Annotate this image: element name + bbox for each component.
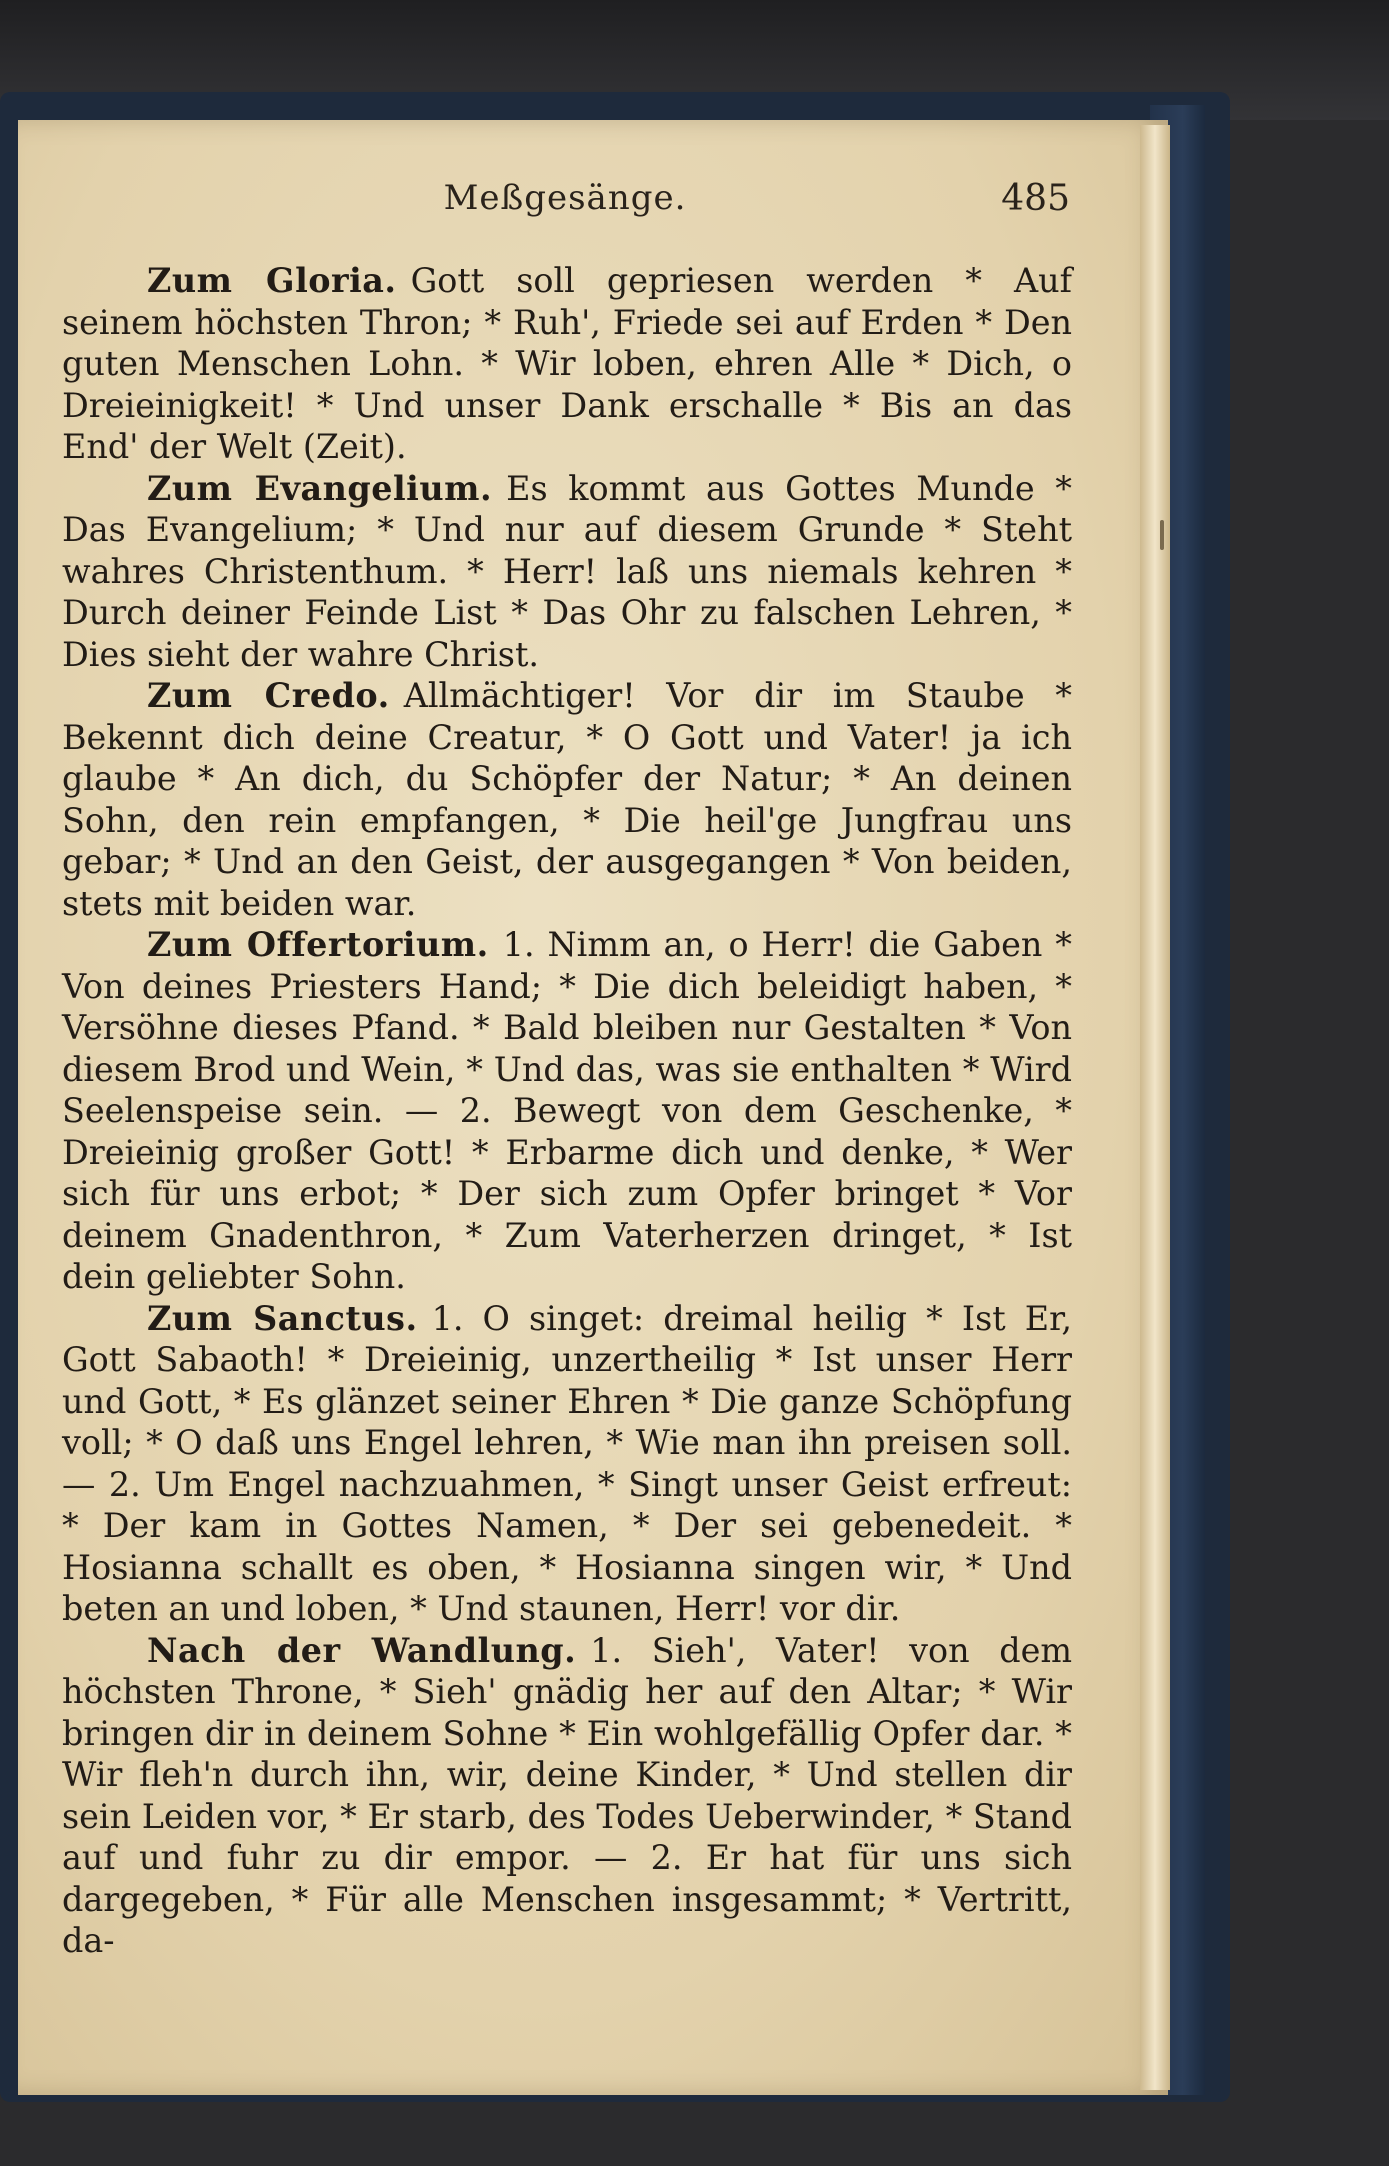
section-text: Es kommt aus Gottes Munde * Das Evangelium; * Und nur auf diesem Grunde * Steht wahres Christenthum. * Herr! laß uns niemals kehren * Durch deiner Feinde List * Das Ohr zu falschen Lehren, * Dies sieht der wahre Christ. [62, 468, 1072, 674]
section-text: 1. Nimm an, o Herr! die Gaben * Von deines Priesters Hand; * Die dich beleidigt haben, * Versöhne dieses Pfand. * Bald bleiben nur Gestalten * Von diesem Brod und Wein, * Und das, was sie enthalten * Wird Seelenspeise sein. — 2. Bewegt von dem Geschenke, * Dreieinig großer Gott! * Erbarme dich und denke, * Wer sich für uns erbot; * Der sich zum Opfer bringet * Vor deinem Gnadenthron, * Zum Vaterherzen dringet, * Ist dein geliebter Sohn. [62, 925, 1072, 1296]
section-heading: Zum Evangelium. [147, 468, 493, 508]
page-number: 485 [1001, 178, 1070, 219]
section-offertorium [62, 924, 1072, 1298]
page-body [62, 260, 1072, 1962]
page-edge [1140, 125, 1170, 2090]
running-head: Meßgesänge. [443, 178, 687, 218]
section-text: 1. Sieh', Vater! von dem höchsten Throne, * Sieh' gnädig her auf den Altar; * Wir bringen dir in deinem Sohne * Ein wohlgefällig Opfer dar. * Wir fleh'n durch ihn, wir, deine Kinder, * Und stellen dir sein Leiden vor, * Er starb, des Todes Ueberwinder, * Stand auf und fuhr zu dir empor. — 2. Er hat für uns sich dargegeben, * Für alle Menschen insgesammt; * Vertritt, da- [62, 1630, 1073, 1960]
section-text: Gott soll gepriesen werden * Auf seinem höchsten Thron; * Ruh', Friede sei auf Erden * Den guten Menschen Lohn. * Wir loben, ehren Alle * Dich, o Dreieinigkeit! * Und unser Dank erschalle * Bis an das End' der Welt (Zeit). [62, 261, 1072, 466]
page-mark [1160, 520, 1164, 550]
section-gloria [62, 260, 1072, 468]
section-credo [62, 675, 1072, 924]
section-text: 1. O singet: dreimal heilig * Ist Er, Gott Sabaoth! * Dreieinig, unzertheilig * Ist unser Herr und Gott, * Es glänzet seiner Ehren * Die ganze Schöpfung voll; * O daß uns Engel lehren, * Wie man ihn preisen soll. — 2. Um Engel nachzuahmen, * Singt unser Geist erfreut: * Der kam in Gottes Namen, * Der sei gebenedeit. * Hosianna schallt es oben, * Hosianna singen wir, * Und beten an und loben, * Und staunen, Herr! vor dir. [62, 1298, 1073, 1628]
section-heading: Nach der Wandlung. [147, 1630, 577, 1670]
section-heading: Zum Gloria. [147, 261, 397, 300]
section-heading: Zum Offertorium. [147, 925, 489, 964]
section-wandlung [62, 1630, 1072, 1962]
page-header [60, 178, 1070, 228]
section-sanctus [62, 1298, 1072, 1630]
section-evangelium [62, 468, 1072, 676]
section-heading: Zum Sanctus. [147, 1298, 418, 1338]
section-text: Allmächtiger! Vor dir im Staube * Bekennt dich deine Creatur, * O Gott und Vater! ja ich glaube * An dich, du Schöpfer der Natur; * An deinen Sohn, den rein empfangen, * Die heil'ge Jungfrau uns gebar; * Und an den Geist, der ausgegangen * Von beiden, stets mit beiden war. [62, 676, 1072, 923]
section-heading: Zum Credo. [147, 676, 390, 715]
